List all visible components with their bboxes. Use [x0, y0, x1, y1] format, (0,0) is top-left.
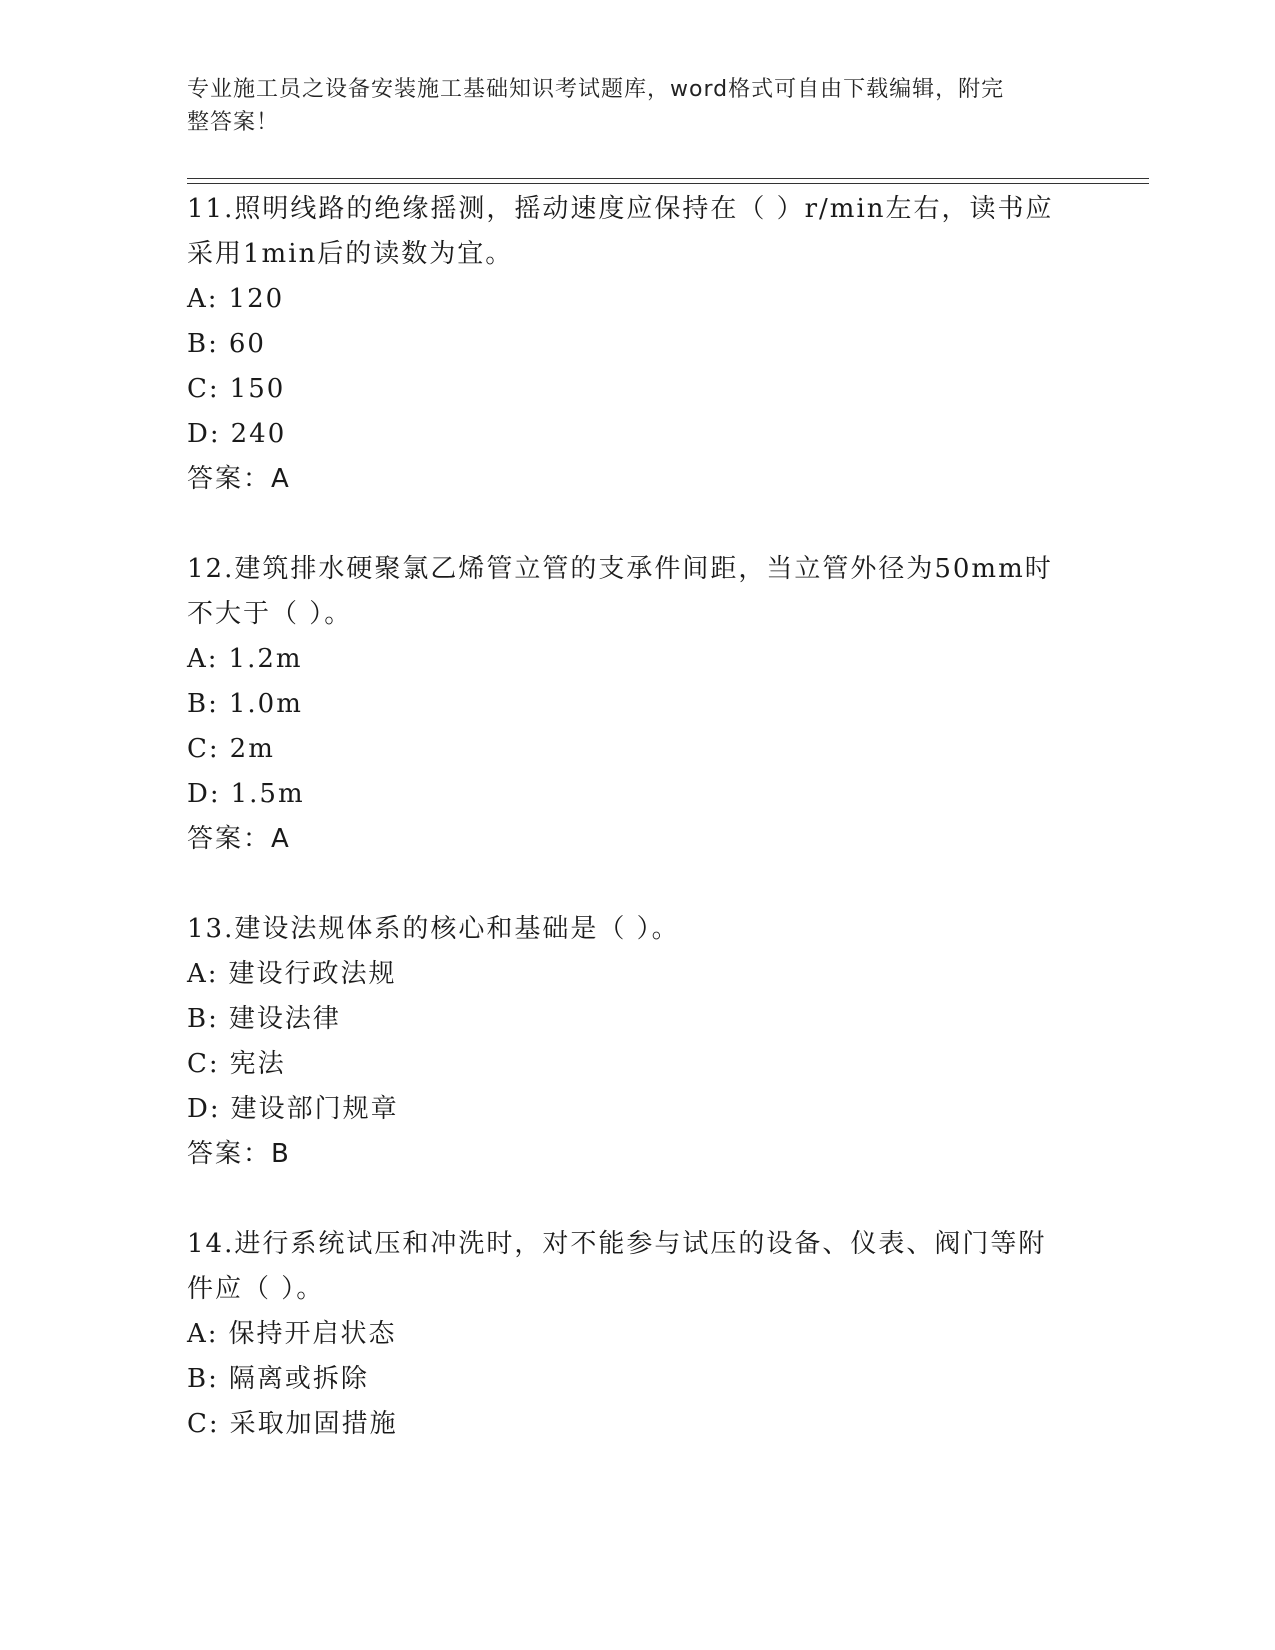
- option-b: [187, 322, 1087, 367]
- question-stem-line: 不大于（ ）。: [187, 599, 353, 629]
- option-letter: D:: [187, 419, 221, 449]
- document-header: [187, 73, 1067, 139]
- option-letter: B:: [187, 329, 219, 359]
- question-12: [187, 547, 1087, 862]
- option-text: 150: [229, 374, 286, 404]
- option-letter: A:: [187, 959, 219, 989]
- option-b: [187, 682, 1087, 727]
- option-text: 1.2m: [228, 644, 303, 674]
- option-letter: C:: [187, 374, 220, 404]
- header-line-1: 专业施工员之设备安装施工基础知识考试题库，word格式可自由下载编辑，附完: [187, 77, 1005, 102]
- option-text: 建设法律: [228, 1004, 341, 1034]
- option-letter: B:: [187, 1004, 219, 1034]
- option-d: [187, 772, 1087, 817]
- option-d: [187, 1087, 1087, 1132]
- option-text: 保持开启状态: [228, 1319, 397, 1349]
- option-a: [187, 637, 1087, 682]
- option-text: 240: [230, 419, 287, 449]
- option-letter: C:: [187, 734, 220, 764]
- option-c: [187, 727, 1087, 772]
- option-letter: B:: [187, 1364, 219, 1394]
- option-b: [187, 997, 1087, 1042]
- header-divider-bottom: [187, 183, 1149, 184]
- question-14: [187, 1222, 1087, 1447]
- option-text: 宪法: [229, 1049, 286, 1079]
- option-letter: C:: [187, 1049, 220, 1079]
- question-stem-line: 采用1min后的读数为宜。: [187, 239, 514, 269]
- answer-line: 答案：B: [187, 1139, 291, 1169]
- question-stem-line: 件应（ ）。: [187, 1274, 325, 1304]
- question-13: [187, 907, 1087, 1177]
- header-line-2: 整答案！: [187, 110, 280, 135]
- option-letter: C:: [187, 1409, 220, 1439]
- question-stem-line: 13.建设法规体系的核心和基础是（ ）。: [187, 914, 680, 944]
- option-text: 120: [228, 284, 285, 314]
- header-divider-top: [187, 178, 1149, 179]
- option-letter: A:: [187, 284, 219, 314]
- question-11: [187, 187, 1087, 502]
- question-stem-line: 11.照明线路的绝缘摇测，摇动速度应保持在（ ）r/min左右，读书应: [187, 194, 1054, 224]
- question-stem-line: 12.建筑排水硬聚氯乙烯管立管的支承件间距，当立管外径为50mm时: [187, 554, 1053, 584]
- option-letter: D:: [187, 1094, 221, 1124]
- option-text: 1.0m: [228, 689, 303, 719]
- option-text: 隔离或拆除: [228, 1364, 369, 1394]
- option-text: 建设部门规章: [230, 1094, 399, 1124]
- option-text: 采取加固措施: [229, 1409, 398, 1439]
- option-b: [187, 1357, 1087, 1402]
- option-letter: A:: [187, 644, 219, 674]
- option-d: [187, 412, 1087, 457]
- option-letter: D:: [187, 779, 221, 809]
- option-a: [187, 1312, 1087, 1357]
- option-a: [187, 952, 1087, 997]
- option-c: [187, 1402, 1087, 1447]
- option-text: 2m: [229, 734, 275, 764]
- question-stem-line: 14.进行系统试压和冲洗时，对不能参与试压的设备、仪表、阀门等附: [187, 1229, 1047, 1259]
- option-text: 60: [228, 329, 266, 359]
- option-a: [187, 277, 1087, 322]
- option-letter: A:: [187, 1319, 219, 1349]
- option-text: 建设行政法规: [228, 959, 397, 989]
- option-c: [187, 367, 1087, 412]
- option-c: [187, 1042, 1087, 1087]
- answer-line: 答案：A: [187, 824, 291, 854]
- answer-line: 答案：A: [187, 464, 291, 494]
- option-letter: B:: [187, 689, 219, 719]
- option-text: 1.5m: [230, 779, 305, 809]
